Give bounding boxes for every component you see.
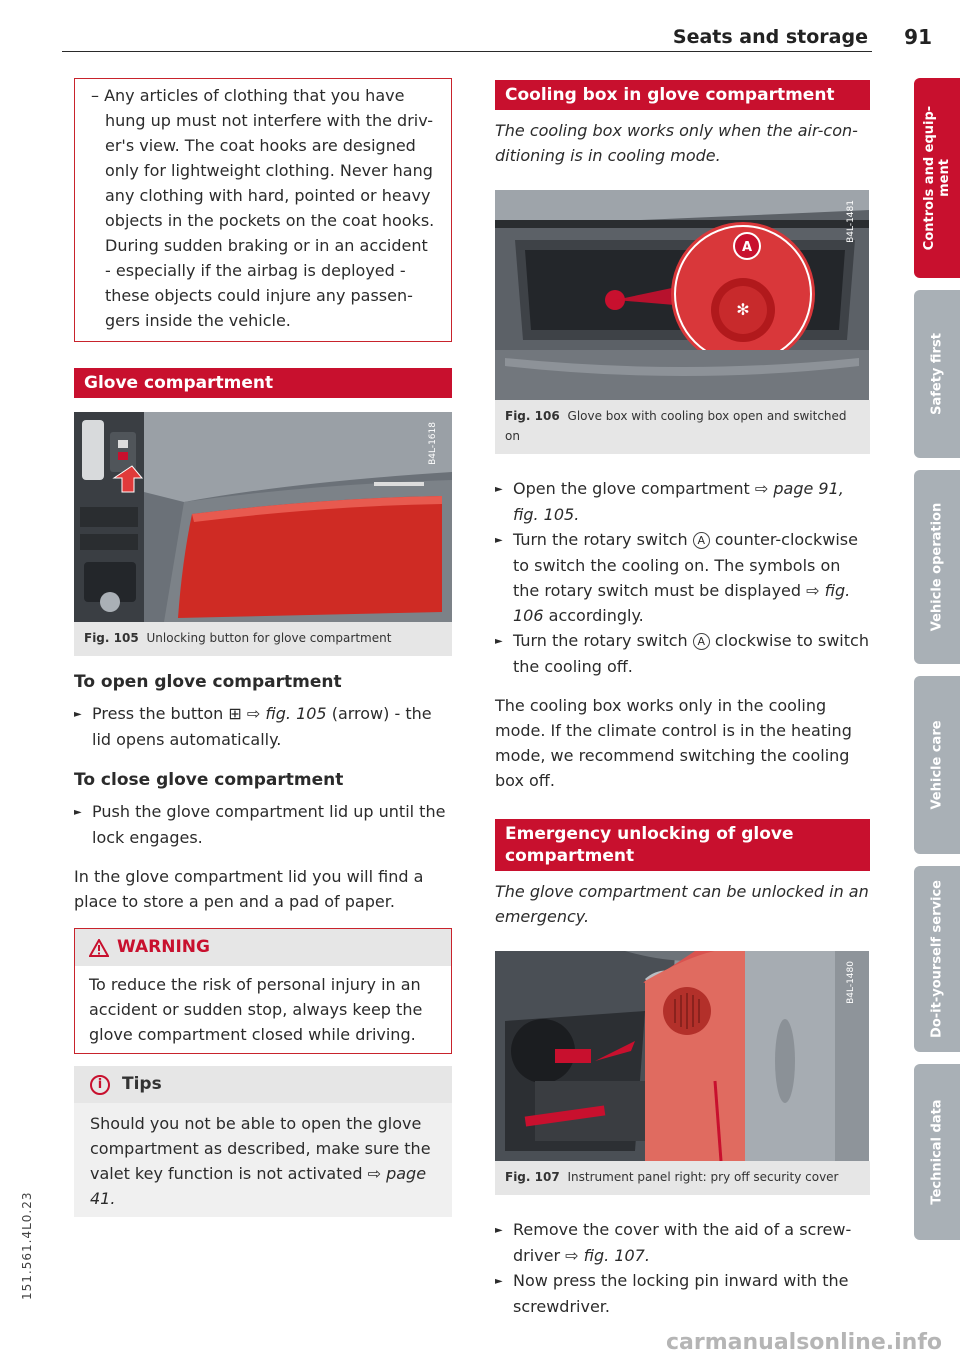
warning-title: WARNING (117, 937, 210, 957)
tab-label: Do-it-yourself service (929, 880, 945, 1038)
figure-106-code: B4L-1481 (846, 200, 856, 243)
open-step-text-end: (arrow) - the lid opens automatically. (92, 704, 432, 749)
emergency-intro: The glove compartment can be unlocked in an emergency. (495, 882, 869, 926)
open-step (74, 701, 452, 752)
marker-a-label: A (741, 240, 753, 255)
glove-compartment-heading: Glove compartment (74, 368, 452, 398)
coat-hook-note: – Any articles of clothing that you have hung up must not interfere with the driv-er's view. The coat hooks are designed only for lightweight clothing. Never hang any clothing with hard, pointed or heavy objects in the pockets on the coat hooks. During sudden braking or in an accident - especially if the airbag is deployed - these objects could injure any passen-gers inside the vehicle. (91, 86, 435, 330)
figure-106 (495, 190, 870, 454)
close-step: ► Push the glove compartment lid up until the lock engages. (74, 799, 452, 850)
header-title: Seats and storage (672, 26, 868, 48)
figure-107-caption-text: Instrument panel right: pry off security cover (567, 1170, 839, 1184)
svg-text:✻: ✻ (736, 300, 750, 319)
tips-box (74, 1066, 452, 1217)
cooling-box-intro: The cooling box works only when the air-con-ditioning is in cooling mode. (495, 121, 858, 165)
cooling-step-1-text: Open the glove compartment (513, 479, 755, 498)
document-code: 151.561.4L0.23 (20, 1191, 34, 1300)
warning-text: To reduce the risk of personal injury in an accident or sudden stop, always keep the glove compartment closed while driving. (89, 975, 423, 1044)
fig-106-link[interactable]: ⇨ fig. 106 (513, 581, 851, 625)
watermark: carmanualsonline.info (666, 1330, 942, 1355)
tab-controls-and-equipment[interactable] (914, 78, 960, 278)
glove-compartment-illustration (74, 412, 452, 622)
figure-107 (495, 951, 870, 1195)
figure-107-code: B4L-1480 (846, 961, 856, 1004)
pen-storage-paragraph: In the glove compartment lid you will find a place to store a pen and a pad of paper. (74, 867, 424, 911)
tab-vehicle-care[interactable] (914, 676, 960, 854)
rotary-switch-marker: A (693, 532, 710, 549)
right-column (495, 56, 870, 1319)
figure-105-caption (74, 622, 452, 656)
tips-header (74, 1066, 452, 1103)
tab-label: Vehicle care (929, 720, 945, 810)
tab-label: Technical data (929, 1099, 945, 1205)
warning-triangle-icon (89, 939, 109, 957)
tab-do-it-yourself-service[interactable] (914, 866, 960, 1052)
cooling-step-2 (495, 527, 870, 628)
figure-105-image (74, 412, 452, 622)
figure-106-caption (495, 400, 870, 454)
chapter-tabs (914, 78, 960, 1252)
page-91-link[interactable]: ⇨ page 91, fig. 105. (513, 479, 844, 524)
fig-107-link[interactable]: ⇨ fig. 107. (565, 1246, 650, 1265)
emergency-step-1-text: Remove the cover with the aid of a screw-driver (513, 1220, 852, 1265)
tab-vehicle-operation[interactable] (914, 470, 960, 664)
page-41-link[interactable]: ⇨ page 41. (90, 1164, 427, 1208)
coat-hook-warning-box (74, 78, 452, 342)
figure-106-number: Fig. 106 (505, 409, 560, 423)
emergency-steps (495, 1217, 870, 1319)
security-cover-illustration (495, 951, 869, 1161)
figure-107-number: Fig. 107 (505, 1170, 560, 1184)
close-glove-heading: To close glove compartment (74, 770, 344, 790)
tab-label: Controls and equip- ment (922, 105, 952, 251)
cooling-mode-paragraph: The cooling box works only in the cooling mode. If the climate control is in the heating mode, we recommend switching the cooling box off. (495, 696, 852, 790)
tab-technical-data[interactable] (914, 1064, 960, 1240)
figure-105-caption-text: Unlocking button for glove compartment (146, 631, 392, 645)
tips-title: Tips (122, 1074, 162, 1094)
open-glove-heading: To open glove compartment (74, 672, 342, 692)
tab-label: Safety first (929, 333, 945, 415)
warning-box (74, 928, 452, 1054)
tips-body (74, 1103, 452, 1217)
cooling-step-3 (495, 628, 870, 679)
cooling-step-1 (495, 476, 870, 527)
tab-label: Vehicle operation (929, 502, 945, 632)
open-step-text: Press the button (92, 704, 229, 723)
fig-105-link[interactable]: ⇨ fig. 105 (246, 704, 327, 723)
cooling-step-3-text: Turn the rotary switch (513, 631, 693, 650)
figure-106-image (495, 190, 870, 400)
warning-header (75, 929, 451, 966)
cooling-step-2-text-end: accordingly. (543, 606, 644, 625)
cooling-box-illustration (495, 190, 869, 400)
figure-105-code: B4L-1618 (428, 422, 438, 465)
figure-107-caption (495, 1161, 870, 1195)
figure-105-number: Fig. 105 (84, 631, 139, 645)
emergency-step-2: ► Now press the locking pin inward with the screwdriver. (495, 1268, 870, 1319)
cooling-step-2-text: Turn the rotary switch (513, 530, 693, 549)
figure-107-image (495, 951, 870, 1161)
page-number: 91 (904, 25, 932, 49)
info-icon: i (90, 1075, 110, 1095)
cooling-step-3-text-end: clockwise to switch the cooling off. (513, 631, 869, 676)
cooling-steps (495, 476, 870, 679)
emergency-unlocking-heading: Emergency unlocking of glove compartment (495, 819, 870, 871)
tips-text: Should you not be able to open the glove compartment as described, make sure the valet key function is not activated (90, 1114, 431, 1183)
unlock-button-icon: ⊞ (228, 704, 242, 723)
emergency-step-1 (495, 1217, 870, 1268)
header-rule (62, 51, 872, 52)
tab-safety-first[interactable] (914, 290, 960, 458)
cooling-box-heading: Cooling box in glove compartment (495, 80, 870, 110)
figure-105 (74, 412, 452, 656)
cooling-step-2-text-mid: counter-clockwise to switch the cooling on. The symbols on the rotary switch must be displayed (513, 530, 858, 600)
figure-106-caption-text: Glove box with cooling box open and switched on (505, 409, 847, 443)
left-column (74, 78, 452, 1217)
rotary-switch-marker: A (693, 633, 710, 650)
